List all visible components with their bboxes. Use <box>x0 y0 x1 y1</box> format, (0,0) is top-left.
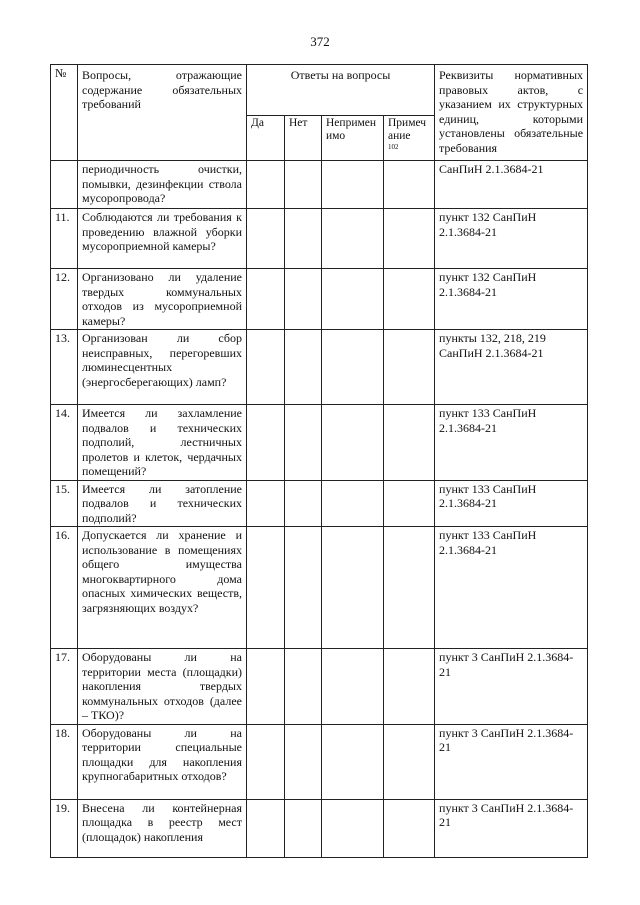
answer-no-cell[interactable] <box>285 527 322 649</box>
answer-yes-cell[interactable] <box>247 209 285 269</box>
answer-yes-cell[interactable] <box>247 724 285 799</box>
answer-yes-cell[interactable] <box>247 480 285 527</box>
answer-not-applicable-cell[interactable] <box>322 480 384 527</box>
answer-note-cell[interactable] <box>384 209 435 269</box>
row-number <box>51 161 78 209</box>
row-question: Допускается ли хранение и использование в помещениях общего имущества многоквартирного дома опасных химических веществ, загрязняющих воздух? <box>78 527 247 649</box>
table-row <box>51 209 588 269</box>
header-questions: Вопросы, отражающие содержание обязательных требований <box>78 65 247 161</box>
answer-note-cell[interactable] <box>384 269 435 330</box>
answer-no-cell[interactable] <box>285 724 322 799</box>
row-number: 14. <box>51 405 78 481</box>
answer-note-cell[interactable] <box>384 161 435 209</box>
answer-yes-cell[interactable] <box>247 527 285 649</box>
answer-no-cell[interactable] <box>285 649 322 725</box>
row-question: Имеется ли затопление подвалов и технических подполий? <box>78 480 247 527</box>
header-yes: Да <box>247 116 285 161</box>
row-number: 12. <box>51 269 78 330</box>
table-row <box>51 269 588 330</box>
answer-yes-cell[interactable] <box>247 405 285 481</box>
header-not-applicable <box>322 116 384 161</box>
row-requisites: пункт 3 СанПиН 2.1.3684-21 <box>435 799 588 857</box>
row-requisites: пункт 132 СанПиН 2.1.3684-21 <box>435 269 588 330</box>
row-question: Соблюдаются ли требования к проведению влажной уборки мусороприемной камеры? <box>78 209 247 269</box>
checklist-table <box>50 64 588 858</box>
answer-yes-cell[interactable] <box>247 269 285 330</box>
row-question: Организован ли сбор неисправных, перегоревших люминесцентных (энергосберегающих) ламп? <box>78 330 247 405</box>
answer-not-applicable-cell[interactable] <box>322 405 384 481</box>
answer-not-applicable-cell[interactable] <box>322 161 384 209</box>
answer-not-applicable-cell[interactable] <box>322 649 384 725</box>
row-requisites: пункт 3 СанПиН 2.1.3684-21 <box>435 724 588 799</box>
row-requisites: СанПиН 2.1.3684-21 <box>435 161 588 209</box>
table-row <box>51 480 588 527</box>
row-number: 19. <box>51 799 78 857</box>
header-note <box>384 116 435 161</box>
answer-no-cell[interactable] <box>285 480 322 527</box>
table-row <box>51 799 588 857</box>
answer-not-applicable-cell[interactable] <box>322 330 384 405</box>
row-requisites: пункт 133 СанПиН 2.1.3684-21 <box>435 480 588 527</box>
header-not-applicable-text: Неприменимо <box>326 117 377 142</box>
table-row <box>51 330 588 405</box>
row-number: 18. <box>51 724 78 799</box>
answer-note-cell[interactable] <box>384 799 435 857</box>
answer-note-cell[interactable] <box>384 527 435 649</box>
row-number: 13. <box>51 330 78 405</box>
row-requisites: пункты 132, 218, 219 СанПиН 2.1.3684-21 <box>435 330 588 405</box>
header-note-text: Примечание <box>388 117 427 142</box>
row-requisites: пункт 133 СанПиН 2.1.3684-21 <box>435 405 588 481</box>
answer-no-cell[interactable] <box>285 161 322 209</box>
row-question: Оборудованы ли на территории специальные площадки для накопления крупногабаритных отходов? <box>78 724 247 799</box>
row-number: 11. <box>51 209 78 269</box>
page-number: 372 <box>310 34 330 49</box>
table-row <box>51 724 588 799</box>
row-number: 16. <box>51 527 78 649</box>
answer-note-cell[interactable] <box>384 480 435 527</box>
table-row <box>51 649 588 725</box>
answer-no-cell[interactable] <box>285 799 322 857</box>
header-num: № <box>51 65 78 161</box>
table-row <box>51 405 588 481</box>
answer-yes-cell[interactable] <box>247 649 285 725</box>
answer-note-cell[interactable] <box>384 724 435 799</box>
row-requisites: пункт 133 СанПиН 2.1.3684-21 <box>435 527 588 649</box>
answer-not-applicable-cell[interactable] <box>322 724 384 799</box>
answer-not-applicable-cell[interactable] <box>322 799 384 857</box>
header-answers: Ответы на вопросы <box>247 65 435 116</box>
row-question: Оборудованы ли на территории места (площадки) накопления твердых коммунальных отходов (далее – ТКО)? <box>78 649 247 725</box>
table-row <box>51 161 588 209</box>
row-question: Внесена ли контейнерная площадка в реестр мест (площадок) накопления <box>78 799 247 857</box>
row-number: 17. <box>51 649 78 725</box>
answer-not-applicable-cell[interactable] <box>322 527 384 649</box>
answer-note-cell[interactable] <box>384 405 435 481</box>
answer-no-cell[interactable] <box>285 209 322 269</box>
row-question: периодичность очистки, помывки, дезинфекции ствола мусоропровода? <box>78 161 247 209</box>
header-row <box>51 65 588 116</box>
answer-not-applicable-cell[interactable] <box>322 269 384 330</box>
row-question: Организовано ли удаление твердых коммунальных отходов из мусороприемной камеры? <box>78 269 247 330</box>
row-requisites: пункт 3 СанПиН 2.1.3684-21 <box>435 649 588 725</box>
answer-note-cell[interactable] <box>384 649 435 725</box>
row-question: Имеется ли захламление подвалов и технических подполий, лестничных пролетов и клеток, чердачных помещений? <box>78 405 247 481</box>
table-row <box>51 527 588 649</box>
row-requisites: пункт 132 СанПиН 2.1.3684-21 <box>435 209 588 269</box>
answer-yes-cell[interactable] <box>247 161 285 209</box>
header-note-footnote: 102 <box>388 143 399 151</box>
answer-no-cell[interactable] <box>285 405 322 481</box>
header-no: Нет <box>285 116 322 161</box>
answer-yes-cell[interactable] <box>247 330 285 405</box>
answer-not-applicable-cell[interactable] <box>322 209 384 269</box>
header-requisites: Реквизиты нормативных правовых актов, с указанием их структурных единиц, которыми установлены обязательные требования <box>435 65 588 161</box>
row-number: 15. <box>51 480 78 527</box>
answer-note-cell[interactable] <box>384 330 435 405</box>
answer-no-cell[interactable] <box>285 330 322 405</box>
answer-yes-cell[interactable] <box>247 799 285 857</box>
answer-no-cell[interactable] <box>285 269 322 330</box>
